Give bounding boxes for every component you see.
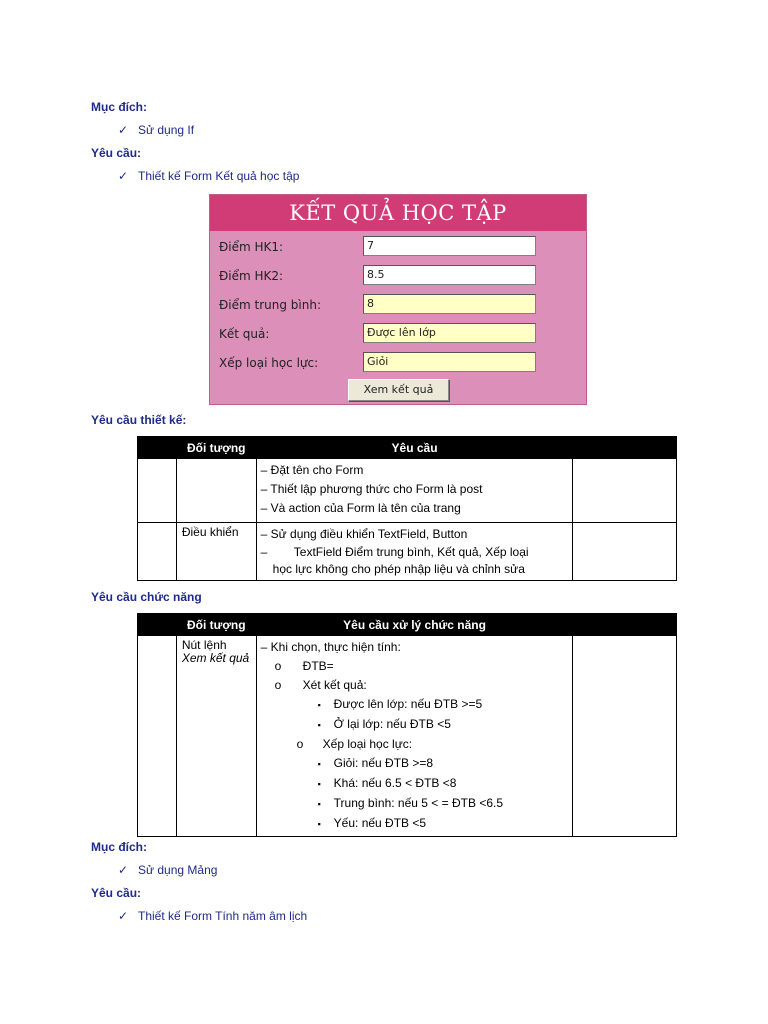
table-cell-blank — [573, 459, 677, 523]
requirement-line-text: Giỏi: nếu ĐTB >=8 — [333, 756, 434, 770]
circle-bullet-icon: o — [274, 678, 282, 692]
table-header-blank — [573, 614, 677, 636]
requirement-line-text: Xét kết quả: — [302, 678, 367, 692]
hk1-input[interactable]: 7 — [363, 236, 536, 256]
check-icon: ✓ — [118, 863, 129, 877]
object-line: Nút lệnh — [181, 638, 227, 652]
check-icon: ✓ — [118, 909, 129, 923]
circle-bullet-icon: o — [274, 659, 282, 673]
requirement-line — [261, 794, 569, 814]
requirement-line — [261, 657, 569, 676]
table-header-requirement: Yêu cầu — [256, 437, 573, 459]
form-label-result: Kết quả: — [219, 327, 270, 341]
requirement-line — [261, 735, 569, 754]
requirement-line — [261, 754, 569, 774]
table-header-blank — [138, 614, 177, 636]
design-heading: Yêu cầu thiết kế: — [91, 413, 187, 427]
table-row — [138, 459, 677, 523]
result-input: Được lên lớp — [363, 323, 536, 343]
requirement-item-text: Thiết kế Form Kết quả học tập — [138, 169, 300, 183]
form-title: KẾT QUẢ HỌC TẬP — [210, 195, 586, 231]
requirement-line: – Khi chọn, thực hiện tính: — [260, 640, 401, 654]
form-label-average: Điểm trung bình: — [219, 298, 322, 312]
purpose-item-text: Sử dụng If — [138, 123, 195, 137]
design-table — [137, 436, 677, 581]
table-header-row — [138, 614, 677, 636]
view-result-button[interactable]: Xem kết quả — [348, 379, 449, 401]
requirement-line-text: Khá: nếu 6.5 < ĐTB <8 — [333, 776, 457, 790]
requirement-line: – Thiết lập phương thức cho Form là post — [260, 482, 483, 496]
row-object — [176, 459, 256, 523]
square-bullet-icon: ▪ — [317, 700, 321, 710]
row-requirements — [256, 636, 573, 837]
rank-input: Giỏi — [363, 352, 536, 372]
purpose-item — [118, 123, 194, 137]
object-line-italic: Xem kết quả — [181, 651, 250, 665]
requirement-item-text: Thiết kế Form Tính năm âm lịch — [138, 909, 308, 923]
square-bullet-icon: ▪ — [317, 779, 321, 789]
table-row — [138, 636, 677, 837]
table-header-blank — [573, 437, 677, 459]
row-requirements — [256, 459, 573, 523]
requirement-line — [261, 774, 569, 794]
table-cell-blank — [138, 459, 177, 523]
average-input: 8 — [363, 294, 536, 314]
requirement-line: – TextField Điểm trung bình, Kết quả, Xếp loại — [260, 545, 529, 559]
table-cell-blank — [573, 523, 677, 581]
form-label-hk2: Điểm HK2: — [219, 269, 284, 283]
square-bullet-icon: ▪ — [317, 819, 321, 829]
square-bullet-icon: ▪ — [317, 799, 321, 809]
requirement-line: – Và action của Form là tên của trang — [260, 501, 461, 515]
requirement-line-text: Được lên lớp: nếu ĐTB >=5 — [333, 697, 483, 711]
form-label-hk1: Điểm HK1: — [219, 240, 284, 254]
requirement-line-text: Xếp loại học lực: — [322, 737, 413, 751]
table-header-object: Đối tượng — [176, 614, 256, 636]
square-bullet-icon: ▪ — [317, 720, 321, 730]
form-label-rank: Xếp loại học lực: — [219, 356, 319, 370]
requirement-item-2 — [118, 909, 307, 923]
row-object — [176, 636, 256, 837]
table-row — [138, 523, 677, 581]
table-header-blank — [138, 437, 177, 459]
table-cell-blank — [138, 636, 177, 837]
requirement-line: – Đặt tên cho Form — [260, 463, 364, 477]
circle-bullet-icon: o — [296, 737, 304, 751]
result-form — [209, 194, 587, 405]
check-icon: ✓ — [118, 123, 129, 137]
requirement-heading: Yêu cầu: — [91, 146, 142, 160]
row-requirements — [256, 523, 573, 581]
requirement-line-text: Yếu: nếu ĐTB <5 — [333, 816, 427, 830]
requirement-line — [261, 715, 569, 735]
function-table — [137, 613, 677, 837]
table-header-object: Đối tượng — [176, 437, 256, 459]
requirement-line — [261, 814, 569, 834]
requirement-heading-2: Yêu cầu: — [91, 886, 142, 900]
table-header-requirement: Yêu cầu xử lý chức năng — [256, 614, 573, 636]
requirement-line-text: Ở lại lớp: nếu ĐTB <5 — [333, 717, 451, 731]
row-object: Điều khiển — [176, 523, 256, 581]
requirement-item — [118, 169, 299, 183]
check-icon: ✓ — [118, 169, 129, 183]
requirement-line: – Sử dụng điều khiển TextField, Button — [260, 527, 468, 541]
purpose-item-text: Sử dụng Mảng — [138, 863, 218, 877]
requirement-line: học lực không cho phép nhập liệu và chỉnh sửa — [272, 562, 525, 576]
purpose-heading: Mục đích: — [91, 100, 147, 114]
square-bullet-icon: ▪ — [317, 759, 321, 769]
requirement-line-text: ĐTB= — [302, 659, 334, 673]
table-cell-blank — [138, 523, 177, 581]
table-cell-blank — [573, 636, 677, 837]
purpose-item-2 — [118, 863, 217, 877]
function-heading: Yêu cầu chức năng — [91, 590, 202, 604]
purpose-heading-2: Mục đích: — [91, 840, 147, 854]
hk2-input[interactable]: 8.5 — [363, 265, 536, 285]
requirement-line — [261, 695, 569, 715]
requirement-line-text: Trung bình: nếu 5 < = ĐTB <6.5 — [333, 796, 504, 810]
requirement-line — [261, 676, 569, 695]
table-header-row — [138, 437, 677, 459]
